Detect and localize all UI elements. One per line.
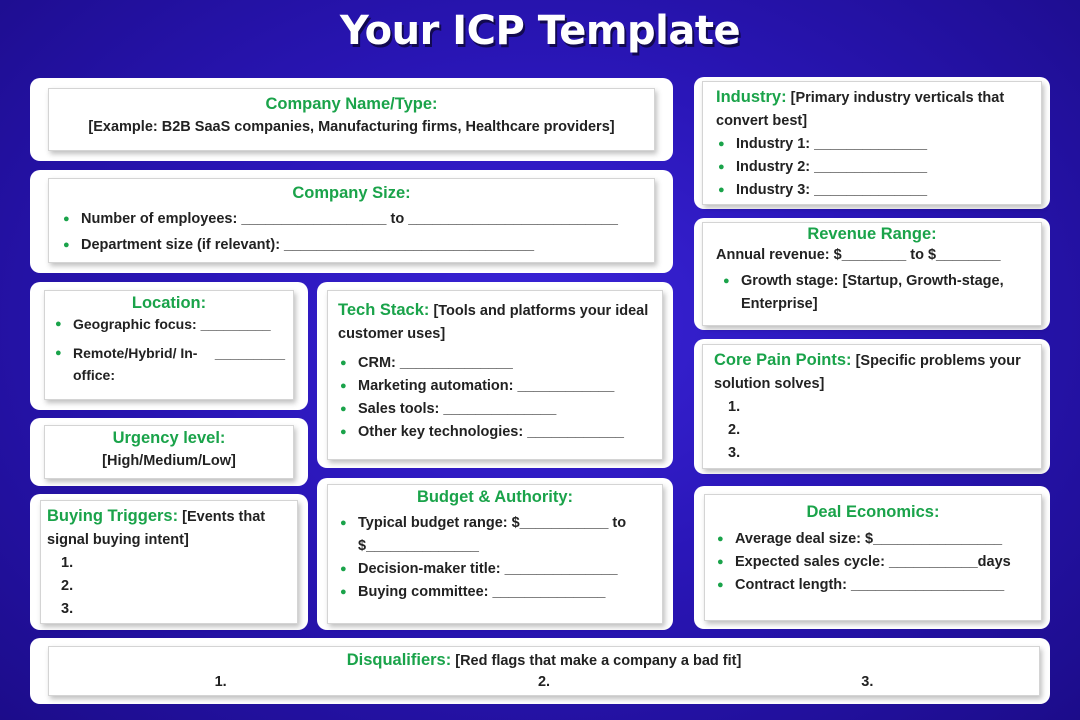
list-item: ● Contract length: ___________________ bbox=[715, 574, 1031, 597]
list-item: 2. bbox=[61, 578, 74, 594]
list-item: ● Average deal size: $________________ bbox=[715, 528, 1031, 551]
revenue-heading: Revenue Range: bbox=[807, 225, 937, 243]
deal-economics-list bbox=[715, 528, 1031, 597]
deal-economics-box bbox=[704, 494, 1042, 621]
buying-triggers-heading: Buying Triggers: bbox=[47, 507, 179, 525]
tech-stack-heading: Tech Stack: bbox=[338, 301, 430, 319]
list-item: 3. bbox=[728, 445, 741, 461]
disqualifiers-list bbox=[59, 671, 1029, 693]
list-item: ● Industry 1: ______________ bbox=[716, 133, 1028, 156]
tech-stack-desc: [Tools and platforms your ideal customer uses] bbox=[338, 303, 649, 342]
revenue-box bbox=[702, 222, 1042, 326]
industry-title bbox=[716, 86, 1028, 133]
budget-box bbox=[327, 484, 663, 624]
urgency-heading: Urgency level: bbox=[112, 429, 226, 447]
disqualifiers-heading: Disqualifiers: bbox=[346, 651, 452, 669]
company-name-card bbox=[30, 78, 673, 161]
location-heading: Location: bbox=[131, 294, 207, 312]
list-item: ● Industry 3: ______________ bbox=[716, 179, 1028, 202]
list-item: ● Typical budget range: $___________ to $______________ bbox=[338, 512, 652, 558]
urgency-box bbox=[44, 425, 294, 479]
disqualifiers-box bbox=[48, 646, 1040, 696]
tech-stack-list bbox=[338, 352, 652, 444]
list-item: ● Other key technologies: ____________ bbox=[338, 421, 652, 444]
budget-card bbox=[317, 478, 673, 630]
tech-stack-title bbox=[338, 299, 652, 346]
tech-stack-box bbox=[327, 290, 663, 460]
industry-list bbox=[716, 133, 1028, 202]
list-item: ● CRM: ______________ bbox=[338, 352, 652, 375]
list-item: ● Buying committee: ______________ bbox=[338, 581, 652, 604]
industry-card bbox=[694, 77, 1050, 209]
list-item: 2. bbox=[537, 674, 551, 690]
company-name-heading: Company Name/Type: bbox=[265, 95, 438, 113]
buying-triggers-list bbox=[47, 552, 291, 621]
deal-economics-heading: Deal Economics: bbox=[806, 503, 940, 521]
pain-points-card bbox=[694, 339, 1050, 474]
list-item: ● Decision-maker title: ______________ bbox=[338, 558, 652, 581]
location-box bbox=[44, 290, 294, 400]
list-item: 1. bbox=[214, 674, 227, 690]
industry-box bbox=[702, 81, 1042, 205]
list-item: 2. bbox=[728, 422, 741, 438]
company-size-list bbox=[61, 206, 642, 258]
company-size-card bbox=[30, 170, 673, 273]
buying-triggers-box bbox=[40, 500, 298, 624]
company-name-example: [Example: B2B SaaS companies, Manufacturing firms, Healthcare providers] bbox=[88, 119, 615, 135]
urgency-card bbox=[30, 418, 308, 486]
list-item: 1. bbox=[61, 555, 74, 571]
revenue-list bbox=[716, 270, 1028, 316]
buying-triggers-title bbox=[47, 505, 291, 552]
page-title: Your ICP Template bbox=[339, 8, 741, 54]
pain-points-list bbox=[714, 396, 1030, 465]
list-item: 3. bbox=[861, 674, 874, 690]
revenue-line: Annual revenue: $________ to $________ bbox=[716, 247, 1001, 263]
list-item: ● Industry 2: ______________ bbox=[716, 156, 1028, 179]
location-card bbox=[30, 282, 308, 410]
company-name-box bbox=[48, 88, 655, 151]
list-item: 1. bbox=[728, 399, 741, 415]
pain-points-heading: Core Pain Points: bbox=[714, 351, 852, 369]
industry-heading: Industry: bbox=[716, 88, 787, 106]
list-item: ● Number of employees: __________________ to __________________________ bbox=[61, 206, 642, 232]
disqualifiers-card bbox=[30, 638, 1050, 704]
list-item: ● Growth stage: [Startup, Growth-stage, Enterprise] bbox=[721, 270, 1028, 316]
list-item: ● Sales tools: ______________ bbox=[338, 398, 652, 421]
pain-points-box bbox=[702, 344, 1042, 469]
list-item: ● Geographic focus: _________ bbox=[53, 313, 285, 336]
remote-blank: _________ bbox=[214, 345, 285, 361]
buying-triggers-card bbox=[30, 494, 308, 630]
list-item: ● Marketing automation: ____________ bbox=[338, 375, 652, 398]
remote-label: ● Remote/Hybrid/ In-office: bbox=[73, 345, 198, 383]
list-item: 3. bbox=[61, 601, 74, 617]
list-item bbox=[53, 342, 285, 386]
deal-economics-card bbox=[694, 486, 1050, 629]
industry-desc: [Primary industry verticals that convert best] bbox=[716, 90, 1005, 129]
revenue-card bbox=[694, 218, 1050, 330]
location-list bbox=[53, 313, 285, 386]
budget-list bbox=[338, 512, 652, 604]
disqualifiers-title bbox=[59, 650, 1029, 671]
disqualifiers-desc: [Red flags that make a company a bad fit] bbox=[455, 653, 742, 669]
pain-points-desc: [Specific problems your solution solves] bbox=[714, 353, 1021, 392]
urgency-value: [High/Medium/Low] bbox=[102, 453, 236, 469]
budget-heading: Budget & Authority: bbox=[416, 488, 574, 506]
list-item: ● Department size (if relevant): _______________________________ bbox=[61, 232, 642, 258]
company-size-heading: Company Size: bbox=[292, 184, 411, 202]
tech-stack-card bbox=[317, 282, 673, 468]
company-size-box bbox=[48, 178, 655, 263]
buying-triggers-desc: [Events that signal buying intent] bbox=[47, 509, 266, 548]
list-item: ● Expected sales cycle: ___________days bbox=[715, 551, 1031, 574]
pain-points-title bbox=[714, 349, 1030, 396]
